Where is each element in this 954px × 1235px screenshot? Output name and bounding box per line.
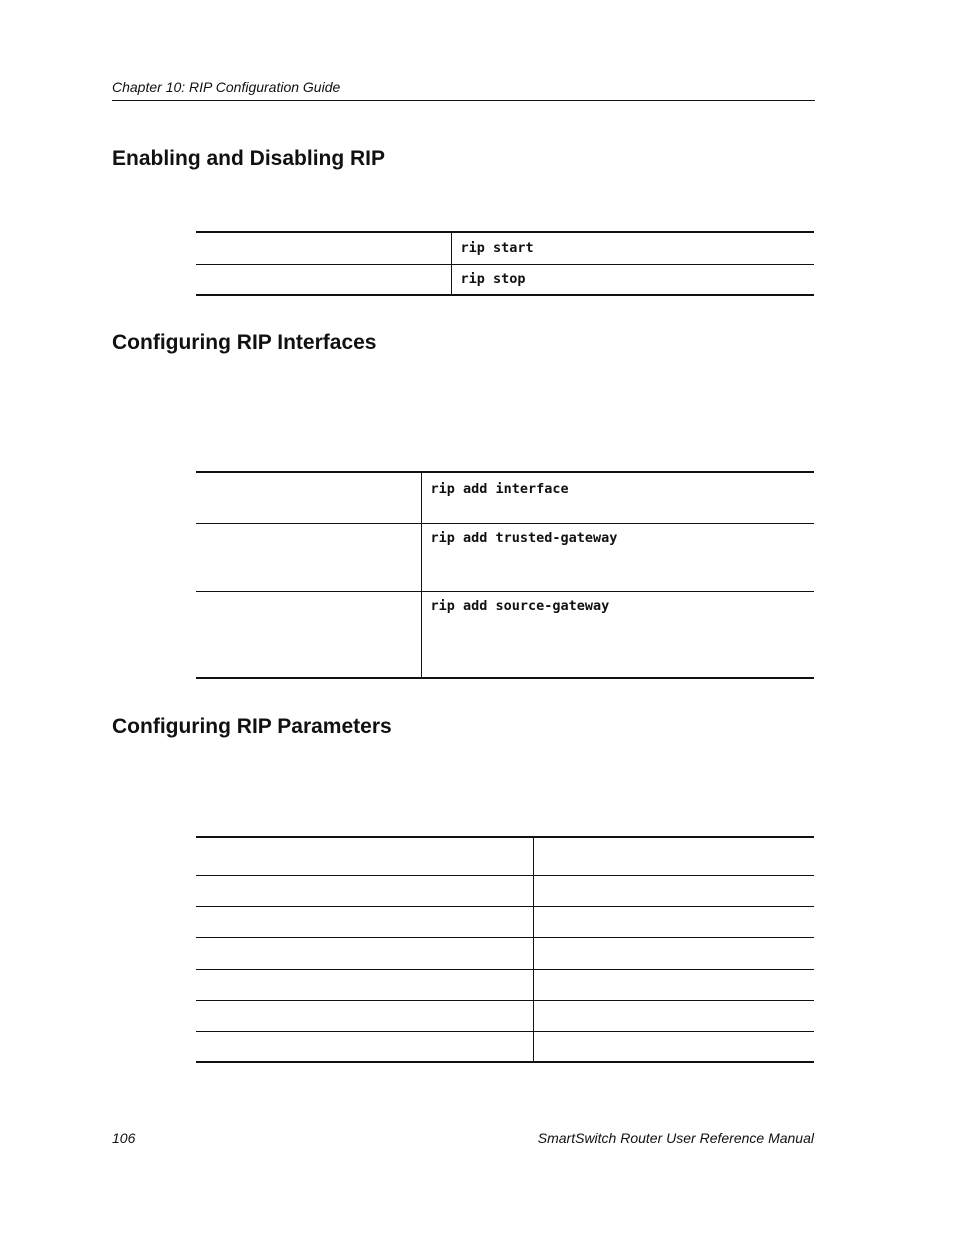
command-cell [533, 969, 814, 1000]
table-row [196, 591, 814, 678]
header-rule [112, 100, 815, 101]
section-title-configuring-rip-parameters: Configuring RIP Parameters [112, 715, 392, 738]
task-cell [196, 875, 533, 906]
table-row [196, 264, 814, 295]
table-row [196, 1031, 814, 1062]
command-cell [533, 1031, 814, 1062]
command-text: rip stop [460, 270, 526, 287]
rip-parameters-table [196, 836, 814, 1063]
table-row [196, 232, 814, 264]
table-row [196, 472, 814, 523]
command-cell [421, 591, 814, 678]
task-cell [196, 937, 533, 969]
command-cell [533, 906, 814, 937]
task-cell [196, 232, 451, 264]
command-text: rip add trusted-gateway [430, 529, 618, 546]
manual-title: SmartSwitch Router User Reference Manual [537, 1130, 814, 1146]
task-cell [196, 969, 533, 1000]
command-cell [421, 523, 814, 591]
task-cell [196, 523, 421, 591]
table-row [196, 1000, 814, 1031]
command-text: rip add interface [430, 481, 569, 497]
command-text: rip start [460, 240, 534, 256]
task-cell [196, 591, 421, 678]
table-row [196, 969, 814, 1000]
task-cell [196, 1031, 533, 1062]
command-cell [451, 264, 814, 295]
rip-interfaces-table [196, 471, 814, 679]
section-title-enabling-disabling-rip: Enabling and Disabling RIP [112, 147, 386, 170]
enable-disable-rip-table [196, 231, 814, 296]
task-cell [196, 906, 533, 937]
table-row [196, 523, 814, 591]
section-title-configuring-rip-interfaces: Configuring RIP Interfaces [112, 331, 377, 354]
running-head: Chapter 10: RIP Configuration Guide [112, 79, 341, 95]
task-cell [196, 1000, 533, 1031]
table-row [196, 875, 814, 906]
command-cell [533, 837, 814, 875]
command-cell [533, 1000, 814, 1031]
command-text: rip add source-gateway [430, 597, 610, 614]
command-cell [533, 875, 814, 906]
command-cell [451, 232, 814, 264]
page-number: 106 [112, 1130, 136, 1146]
table-row [196, 937, 814, 969]
command-cell [533, 937, 814, 969]
table-row [196, 837, 814, 875]
task-cell [196, 264, 451, 295]
table-row [196, 906, 814, 937]
command-cell [421, 472, 814, 523]
task-cell [196, 472, 421, 523]
task-cell [196, 837, 533, 875]
